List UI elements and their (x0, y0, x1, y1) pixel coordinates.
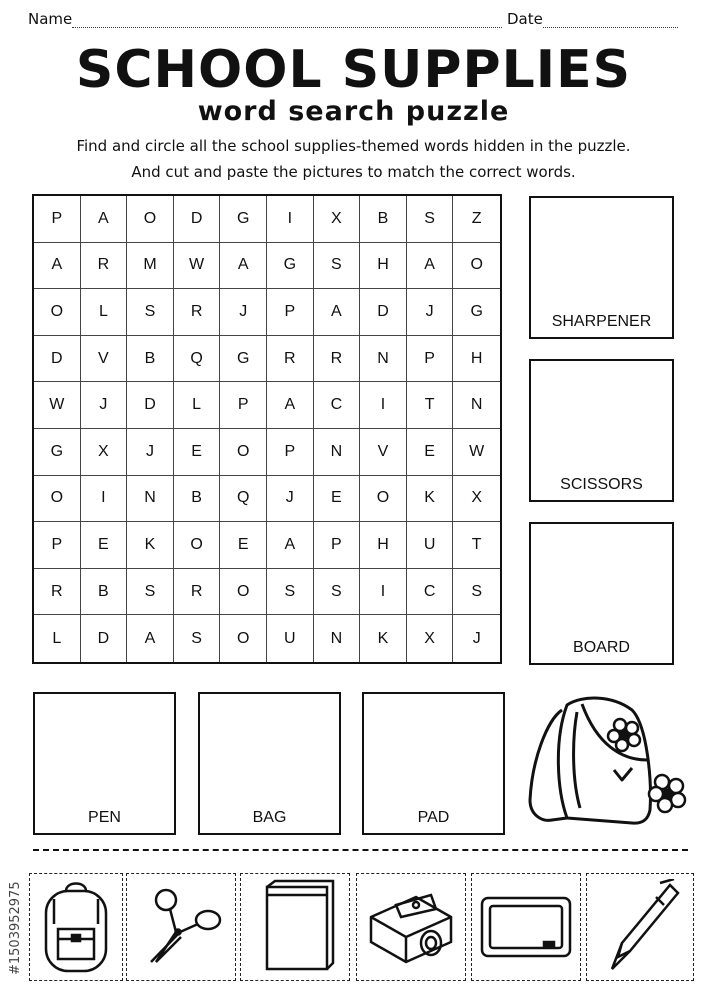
date-field (507, 10, 678, 28)
grid-cell: E (174, 429, 221, 476)
grid-cell: G (220, 196, 267, 243)
grid-cell: G (34, 429, 81, 476)
match-label: BAG (252, 809, 287, 826)
grid-cell: T (407, 382, 454, 429)
grid-cell: J (407, 289, 454, 336)
grid-cell: P (34, 196, 81, 243)
grid-cell: A (407, 243, 454, 290)
grid-cell: M (127, 243, 174, 290)
grid-cell: R (34, 569, 81, 616)
grid-cell: X (407, 615, 454, 662)
grid-cell: J (81, 382, 128, 429)
grid-cell: E (81, 522, 128, 569)
grid-cell: J (127, 429, 174, 476)
page-subtitle: word search puzzle (197, 96, 510, 127)
grid-cell: S (453, 569, 500, 616)
grid-cell: S (127, 569, 174, 616)
grid-cell: V (81, 336, 128, 383)
grid-cell: P (220, 382, 267, 429)
name-label: Name (28, 10, 73, 28)
grid-cell: S (314, 569, 361, 616)
match-label: SHARPENER (551, 313, 652, 330)
grid-cell: X (453, 476, 500, 523)
sharpener-icon (361, 887, 461, 967)
grid-cell: G (453, 289, 500, 336)
board-icon (478, 892, 574, 962)
match-label: BOARD (573, 639, 630, 656)
grid-cell: K (407, 476, 454, 523)
grid-cell: X (314, 196, 361, 243)
name-field (28, 10, 502, 28)
grid-cell: Z (453, 196, 500, 243)
page-title: SCHOOL SUPPLIES (75, 40, 632, 100)
grid-cell: E (220, 522, 267, 569)
match-box-sharpener (529, 196, 674, 339)
instruction-line-2: And cut and paste the pictures to match the correct words. (131, 163, 576, 181)
grid-cell: O (360, 476, 407, 523)
instruction-line-1: Find and circle all the school supplies-themed words hidden in the puzzle. (76, 137, 631, 155)
pen-icon (600, 879, 680, 975)
grid-cell: U (407, 522, 454, 569)
grid-cell: R (81, 243, 128, 290)
grid-cell: H (453, 336, 500, 383)
grid-cell: T (453, 522, 500, 569)
match-box-scissors (529, 359, 674, 502)
grid-cell: B (127, 336, 174, 383)
grid-cell: I (267, 196, 314, 243)
grid-cell: J (472, 629, 481, 647)
name-line (72, 13, 502, 28)
grid-cell: G (220, 336, 267, 383)
grid-cell: L (81, 289, 128, 336)
grid-cell: A (314, 289, 361, 336)
grid-cell: K (360, 615, 407, 662)
grid-cell: O (34, 476, 81, 523)
grid-cell: O (453, 243, 500, 290)
grid-cell: R (314, 336, 361, 383)
backpack-icon (36, 879, 116, 975)
match-box-pen (33, 692, 176, 835)
grid-cell: P (34, 522, 81, 569)
grid-cell: O (34, 289, 81, 336)
grid-cell: B (360, 196, 407, 243)
grid-cell: A (220, 243, 267, 290)
match-box-board (529, 522, 674, 665)
grid-cell: Q (174, 336, 221, 383)
grid-cell: N (360, 336, 407, 383)
grid-cell: V (360, 429, 407, 476)
grid-cell: O (220, 569, 267, 616)
grid-cell: P (267, 429, 314, 476)
watermark-id: #1503952975 (8, 881, 23, 975)
match-box-pad (362, 692, 505, 835)
grid-cell: N (314, 429, 361, 476)
cut-picture-sharpener (356, 873, 466, 981)
grid-cell: O (174, 522, 221, 569)
grid-cell: R (174, 569, 221, 616)
cut-picture-scissors (126, 873, 236, 981)
grid-cell: D (34, 336, 81, 383)
grid-cell: D (174, 196, 221, 243)
grid-cell: W (453, 429, 500, 476)
grid-cell: C (314, 382, 361, 429)
grid-cell: W (174, 243, 221, 290)
grid-cell: S (407, 196, 454, 243)
backpack-illustration-icon (522, 690, 692, 830)
grid-cell: D (81, 615, 128, 662)
grid-cell: A (267, 382, 314, 429)
cut-picture-backpack (29, 873, 123, 981)
grid-cell: A (34, 243, 81, 290)
notepad-icon (255, 879, 335, 975)
grid-cell: C (407, 569, 454, 616)
grid-cell: B (174, 476, 221, 523)
grid-cell: I (360, 382, 407, 429)
match-label: SCISSORS (560, 476, 643, 493)
grid-cell: D (360, 289, 407, 336)
grid-cell: K (127, 522, 174, 569)
grid-cell: I (81, 476, 128, 523)
grid-cell: N (314, 615, 361, 662)
grid-cell: P (267, 289, 314, 336)
date-label: Date (507, 10, 543, 28)
grid-cell: G (267, 243, 314, 290)
grid-cell: U (267, 615, 314, 662)
grid-cell: N (453, 382, 500, 429)
grid-cell: S (174, 615, 221, 662)
grid-cell: H (360, 243, 407, 290)
cut-line (33, 849, 688, 851)
grid-cell: E (407, 429, 454, 476)
cut-picture-board (471, 873, 581, 981)
grid-cell: O (220, 429, 267, 476)
grid-cell: O (220, 615, 267, 662)
match-box-bag (198, 692, 341, 835)
grid-cell: P (407, 336, 454, 383)
grid-cell: P (314, 522, 361, 569)
grid-cell: S (127, 289, 174, 336)
grid-cell: B (81, 569, 128, 616)
grid-cell: A (267, 522, 314, 569)
cut-picture-notepad (240, 873, 350, 981)
cut-picture-pen (586, 873, 694, 981)
grid-cell: L (34, 615, 81, 662)
word-search-grid (32, 194, 502, 664)
grid-cell: L (174, 382, 221, 429)
scissors-icon (136, 882, 226, 972)
grid-cell: W (34, 382, 81, 429)
grid-cell: N (127, 476, 174, 523)
match-label: PEN (88, 809, 121, 826)
date-line (543, 13, 678, 28)
grid-cell: S (267, 569, 314, 616)
grid-cell: A (81, 196, 128, 243)
grid-cell: A (127, 615, 174, 662)
grid-cell: X (81, 429, 128, 476)
grid-cell: E (314, 476, 361, 523)
grid-cell: I (360, 569, 407, 616)
grid-cell: S (314, 243, 361, 290)
grid-cell: O (127, 196, 174, 243)
grid-cell: R (174, 289, 221, 336)
grid-cell: R (267, 336, 314, 383)
grid-cell: Q (220, 476, 267, 523)
grid-cell: D (127, 382, 174, 429)
grid-cell: H (360, 522, 407, 569)
grid-cell: J (267, 476, 314, 523)
match-label: PAD (417, 809, 450, 826)
grid-cell: J (220, 289, 267, 336)
